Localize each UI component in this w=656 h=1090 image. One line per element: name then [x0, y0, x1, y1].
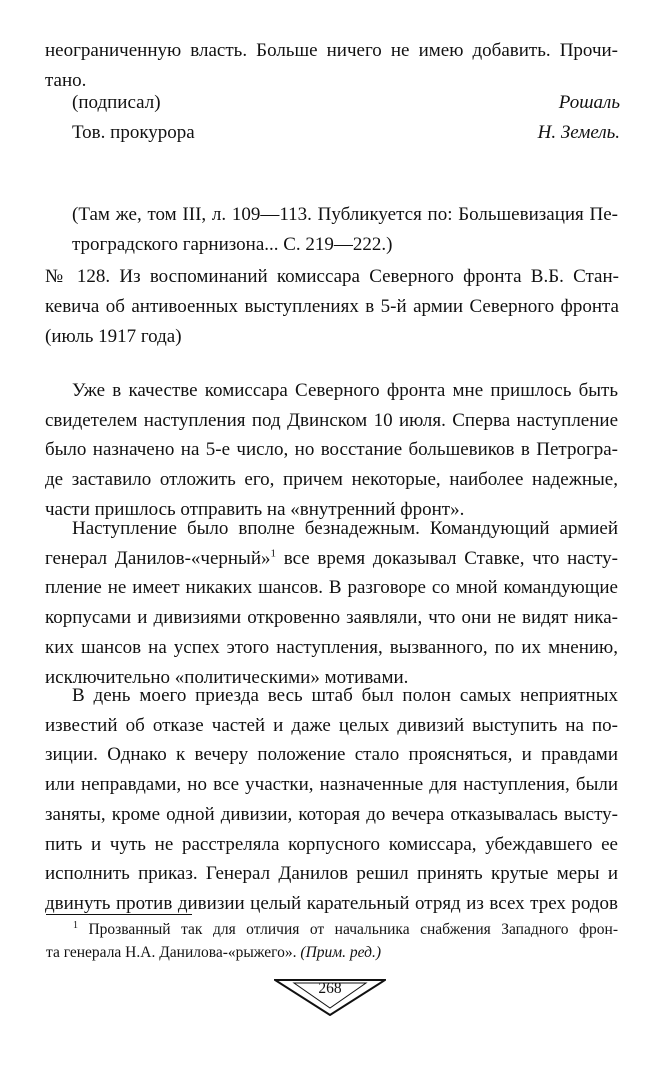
text-line: ких шансов на успех этого наступления, вызванного, по их мнению,: [45, 636, 618, 658]
text-line: [46, 941, 618, 964]
paragraph-2: [45, 514, 618, 692]
text-line: В день моего приезда весь штаб был полон самых неприятных: [72, 685, 618, 706]
footnote: [46, 918, 618, 964]
text-line: известий об отказе частей и даже целых дивизий выступить на по-: [45, 714, 618, 736]
page-number: 268: [318, 980, 342, 997]
footnote-divider: [46, 914, 192, 915]
text-line: двинуть против дивизии целый карательный отряд из всех трех родов: [45, 892, 618, 914]
signature-block: [72, 88, 620, 148]
text-line: корпусами и дивизиями откровенно заявляли, что они не видят ника-: [45, 607, 618, 629]
text-line: было назначено на 5-е число, но восстание большевиков в Петрогра-: [45, 439, 618, 461]
editor-note: (Прим. ред.): [300, 944, 382, 961]
text-line: свидетелем наступления под Двинском 10 июля. Сперва наступление: [45, 409, 618, 431]
text-line: [45, 544, 618, 574]
text-line: Уже в качестве комиссара Северного фронта мне пришлось быть: [72, 380, 618, 401]
text-line: части пришлось отправить на «внутренний фронт».: [45, 498, 465, 520]
text-line: тано.: [45, 69, 87, 91]
signature-label: Тов. прокурора: [72, 122, 195, 143]
text-segment: генерал Данилов-«черный»: [45, 547, 271, 569]
signature-label: (подписал): [72, 92, 161, 113]
text-line: Наступление было вполне безнадежным. Командующий армией: [72, 518, 618, 539]
text-line: кевича об антивоенных выступлениях в 5-й армии Северного фронта: [45, 296, 619, 317]
footnote-ref: 1: [270, 547, 276, 560]
signature-name: Рошаль: [558, 92, 620, 113]
signature-row: [72, 118, 620, 148]
text-line: де заставило отложить его, причем некоторые, наиболее надежные,: [45, 469, 618, 491]
source-citation: [72, 200, 618, 260]
text-line: исключительно «политическими» мотивами.: [45, 666, 409, 688]
footnote-marker: 1: [73, 919, 78, 931]
signature-row: [72, 88, 620, 118]
text-segment: все время доказывал Ставке, что насту-: [276, 547, 618, 569]
text-line: пить и чуть не расстреляла корпусного комиссара, убеждавшего ее: [45, 833, 618, 855]
text-segment: та генерала Н.А. Данилова-«рыжего».: [46, 944, 301, 961]
text-line: [46, 918, 618, 941]
paragraph-3: [45, 681, 618, 919]
text-line: исполнить приказ. Генерал Данилов решил принять крутые меры и: [45, 863, 618, 885]
text-line: троградского гарнизона... С. 219—222.): [72, 234, 393, 255]
signature-name: Н. Земель.: [537, 122, 620, 143]
text-line: зиции. Однако к вечеру положение стало проясняться, и правдами: [45, 744, 618, 766]
text-segment: Прозванный так для отличия от начальника снабжения Западного фрон-: [78, 921, 618, 938]
text-line: (Там же, том III, л. 109—113. Публикуется по: Большевизация Пе-: [72, 204, 618, 225]
text-line: или неправдами, но все участки, назначенные для наступления, были: [45, 774, 618, 796]
text-line: пление не имеет никаких шансов. В разговоре со мной командующие: [45, 577, 618, 599]
text-line: № 128. Из воспоминаний комиссара Северного фронта В.Б. Стан-: [45, 266, 619, 287]
text-line: заняты, кроме одной дивизии, которая до вечера отказывалась высту-: [45, 803, 618, 825]
paragraph-1: [45, 376, 618, 525]
text-line: неограниченную власть. Больше ничего не имею добавить. Прочи-: [45, 40, 618, 61]
intro-text: [45, 36, 618, 95]
text-line: (июль 1917 года): [45, 326, 182, 347]
document-title: [45, 262, 619, 352]
